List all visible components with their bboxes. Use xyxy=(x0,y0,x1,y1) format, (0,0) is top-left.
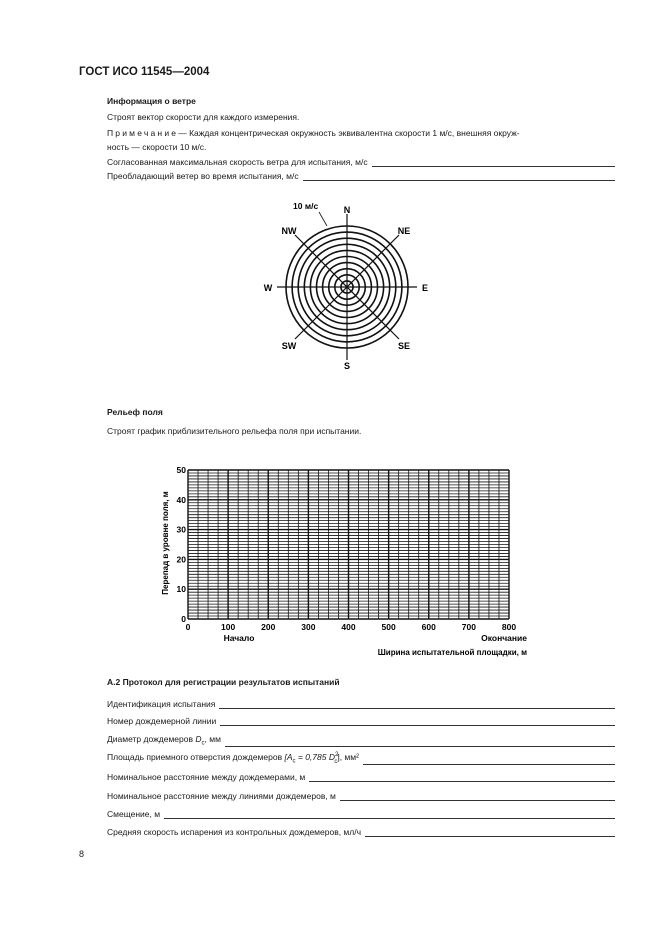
protocol-field-diameter[interactable] xyxy=(107,734,615,747)
wind-rose-diagram xyxy=(255,198,435,373)
wind-note-line1 xyxy=(107,128,520,138)
wind-info-heading: Информация о ветре xyxy=(107,96,196,106)
wind-field-prevailing[interactable] xyxy=(107,171,615,181)
field-label: Номинальное расстояние между линиями дождемеров, м xyxy=(107,791,336,801)
field-label: Номер дождемерной линии xyxy=(107,716,217,726)
chart-grid xyxy=(188,470,509,619)
field-label: Средняя скорость испарения из контрольных дождемеров, мл/ч xyxy=(107,827,362,837)
relief-instruction: Строят график приблизительного рельефа поля при испытании. xyxy=(107,426,362,436)
page-number: 8 xyxy=(79,849,85,859)
speed-label-leader xyxy=(319,212,327,226)
fill-line xyxy=(372,157,615,167)
protocol-heading: A.2 Протокол для регистрации результатов испытаний xyxy=(107,677,340,687)
dir-s: S xyxy=(343,361,351,371)
y-tick-label: 0 xyxy=(181,614,186,624)
field-label: Смещение, м xyxy=(107,809,161,819)
y-axis-label: Перепад в уровне поля, м xyxy=(161,491,170,595)
field-label: Согласованная максимальная скорость ветра для испытания, м/с xyxy=(107,157,368,167)
fill-line xyxy=(225,737,615,747)
fill-line xyxy=(309,772,615,782)
y-tick-label: 30 xyxy=(176,524,186,535)
protocol-field-test-id[interactable] xyxy=(107,699,615,709)
relief-heading: Рельеф поля xyxy=(107,407,163,417)
field-label: Диаметр дождемеров $D_c$, мм xyxy=(107,734,221,747)
wind-note-line2: ность — скорости 10 м/с. xyxy=(107,142,207,152)
dir-n: N xyxy=(343,205,351,215)
x-tick-label: 500 xyxy=(381,622,396,632)
x-tick-label: 800 xyxy=(501,622,517,632)
protocol-field-gauge-spacing[interactable] xyxy=(107,772,615,782)
protocol-field-evaporation[interactable] xyxy=(107,827,615,837)
field-label: Преобладающий ветер во время испытания, м/с xyxy=(107,171,299,181)
dir-sw: SW xyxy=(281,341,297,351)
wind-field-max-speed[interactable] xyxy=(107,157,615,167)
protocol-field-line-number[interactable] xyxy=(107,716,615,726)
y-tick-label: 40 xyxy=(176,494,186,505)
note-label: Примечание xyxy=(107,128,179,138)
x-tick-label: 600 xyxy=(421,622,436,632)
start-label: Начало xyxy=(223,633,255,643)
dir-e: E xyxy=(421,283,429,293)
x-tick-label: 100 xyxy=(221,622,236,632)
y-tick-label: 10 xyxy=(176,584,186,595)
fill-line xyxy=(219,699,615,709)
y-tick-labels xyxy=(177,465,187,624)
x-tick-label: 700 xyxy=(461,622,476,632)
wind-instruction: Строят вектор скорости для каждого измерения. xyxy=(107,112,300,122)
fill-line xyxy=(363,755,615,765)
x-axis-label: Ширина испытательной площадки, м xyxy=(377,648,527,657)
fill-line xyxy=(365,827,615,837)
x-tick-label: 400 xyxy=(341,622,356,632)
fill-line xyxy=(340,791,615,801)
field-label: Идентификация испытания xyxy=(107,699,216,709)
field-label: Номинальное расстояние между дождемерами, м xyxy=(107,772,306,782)
wind-rose-axes xyxy=(277,214,417,360)
dir-w: W xyxy=(263,283,273,293)
note-text-1: — Каждая концентрическая окружность эквивалентна скорости 1 м/с, внешняя окруж- xyxy=(178,128,520,138)
dir-se: SE xyxy=(397,341,411,351)
end-label: Окончание xyxy=(481,633,527,643)
relief-chart xyxy=(150,458,535,662)
x-tick-labels xyxy=(186,622,517,632)
protocol-field-line-spacing[interactable] xyxy=(107,791,615,801)
field-label: Площадь приемного отверстия дождемеров [$A_c = 0,785$ $D^2_c$], мм² xyxy=(107,752,359,765)
fill-line xyxy=(303,171,615,181)
x-tick-label: 0 xyxy=(185,622,191,632)
dir-nw: NW xyxy=(281,226,297,236)
speed-label: 10 м/с xyxy=(293,201,319,211)
dir-ne: NE xyxy=(397,226,411,236)
x-tick-label: 200 xyxy=(261,622,276,632)
x-tick-label: 300 xyxy=(301,622,316,632)
fill-line xyxy=(164,809,615,819)
protocol-field-offset[interactable] xyxy=(107,809,615,819)
fill-line xyxy=(220,716,615,726)
document-header: ГОСТ ИСО 11545—2004 xyxy=(79,66,210,78)
y-tick-label: 50 xyxy=(176,465,186,475)
protocol-field-area[interactable] xyxy=(107,752,615,765)
y-tick-label: 20 xyxy=(176,554,186,565)
